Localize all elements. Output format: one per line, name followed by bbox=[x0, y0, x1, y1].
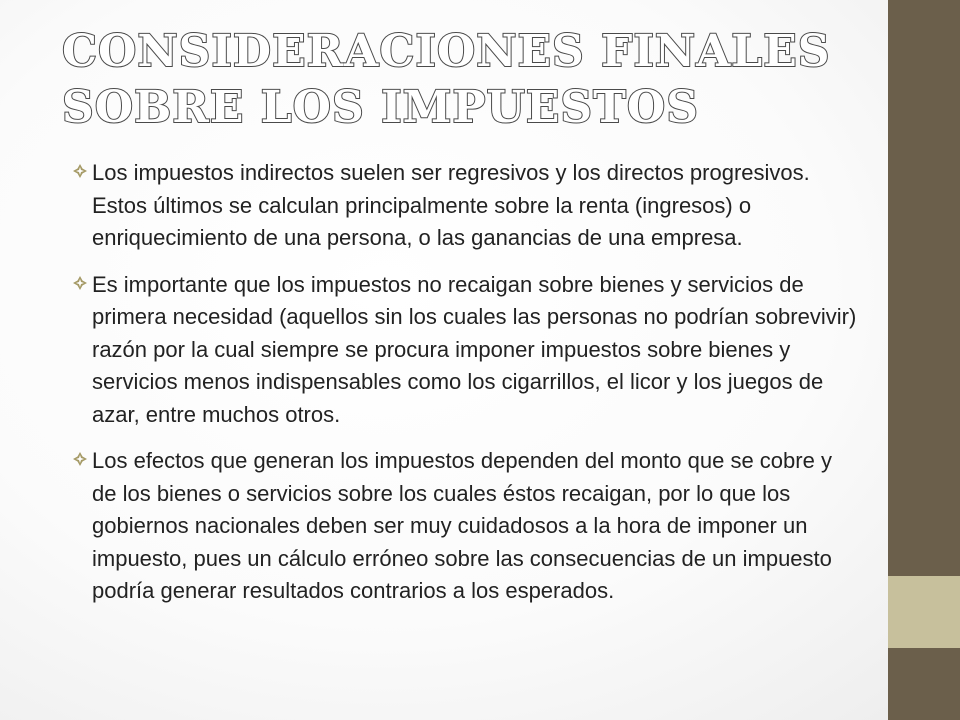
sidebar-dark-bottom bbox=[888, 648, 960, 720]
four-diamond-icon bbox=[72, 163, 88, 179]
four-diamond-icon bbox=[72, 275, 88, 291]
four-diamond-icon bbox=[72, 451, 88, 467]
sidebar-accent-block bbox=[888, 576, 960, 648]
bullet-item bbox=[72, 157, 862, 255]
slide-title: CONSIDERACIONES FINALES SOBRE LOS IMPUESTOS bbox=[62, 26, 831, 133]
bullet-list bbox=[72, 157, 862, 622]
bullet-item bbox=[72, 445, 862, 608]
bullet-text: Los efectos que generan los impuestos dependen del monto que se cobre y de los bienes o servicios sobre los cuales éstos recaigan, por lo que los gobiernos nacionales deben ser muy cuidadosos a la hora de imponer un impuesto, pues un cálculo erróneo sobre las consecuencias de un impuesto podría generar resultados contrarios a los esperados. bbox=[92, 448, 832, 603]
bullet-text: Es importante que los impuestos no recaigan sobre bienes y servicios de primera necesidad (aquellos sin los cuales las personas no podrían sobrevivir) razón por la cual siempre se procura imponer impuestos sobre bienes y servicios menos indispensables como los cigarrillos, el licor y los juegos de azar, entre muchos otros. bbox=[92, 271, 857, 427]
bullet-item bbox=[72, 269, 862, 432]
bullet-text: Los impuestos indirectos suelen ser regresivos y los directos progresivos. Estos últimos se calculan principalmente sobre la renta (ingresos) o enriquecimiento de una persona, o las ganancias de una empresa. bbox=[92, 160, 810, 250]
sidebar-dark-top bbox=[888, 0, 960, 576]
